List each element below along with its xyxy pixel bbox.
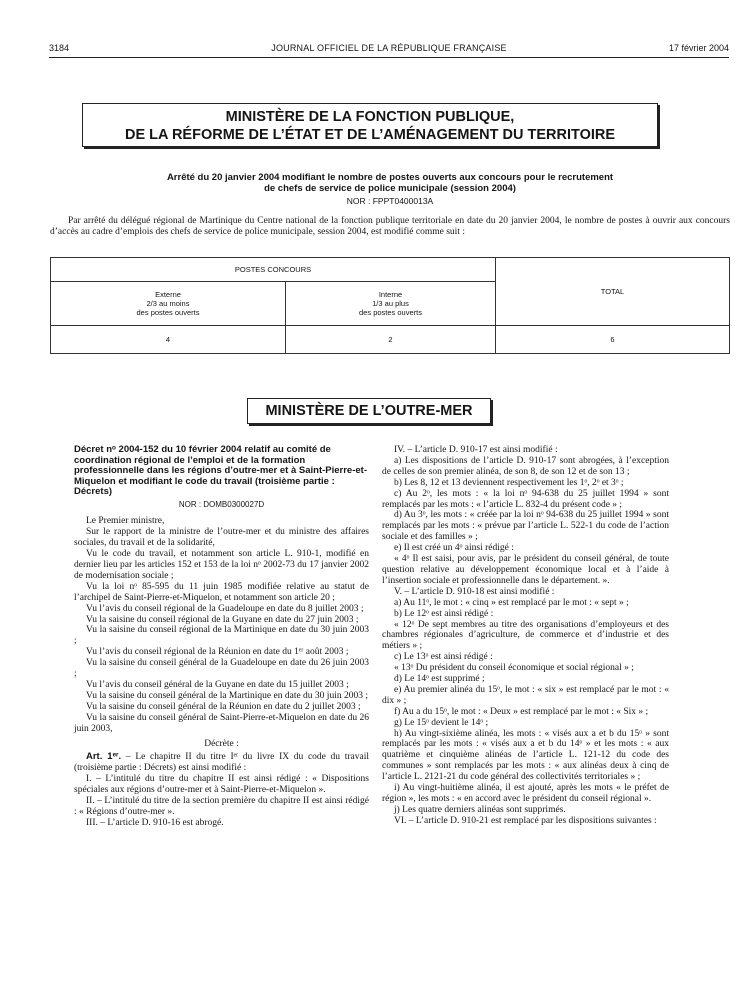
running-header	[49, 43, 729, 57]
decret-nor: NOR : DOMB0300027D	[178, 499, 265, 509]
paragraph: i) Au vingt-huitième alinéa, il est ajouté, après les mots « le préfet de région », les mots : « en accord avec le président du conseil régional ».	[382, 783, 669, 804]
arrete-body: Par arrêté du délégué régional de Martinique du Centre national de la fonction publique territoriale en date du 20 janvier 2004, le nombre de postes à ouvrir aux concours d’accès au cadre d’emplois des chefs de service de police municipale, session 2004, est modifié comme suit :	[50, 216, 730, 237]
externe-note: des postes ouverts	[136, 308, 200, 317]
paragraph: IV. – L’article D. 910-17 est ainsi modifié :	[394, 445, 558, 455]
paragraph: Vu la saisine du conseil régional de la Guyane en date du 27 juin 2003 ;	[86, 614, 359, 625]
arrete-nor: NOR : FPPT0400013A	[346, 196, 434, 206]
ministry-heading-line2: DE LA RÉFORME DE L’ÉTAT ET DE L’AMÉNAGEMENT DU TERRITOIRE	[124, 127, 616, 143]
paragraph: a) Les dispositions de l’article D. 910-17 sont abrogées, à l’exception de celles de son premier alinéa, de son 8, de son 12 et de son 13 ;	[382, 455, 669, 477]
paragraph: Vu la saisine du conseil général de la Guadeloupe en date du 26 juin 2003 ;	[74, 658, 369, 680]
paragraph: VI. – L’article D. 910-21 est remplacé par les dispositions suivantes :	[394, 815, 657, 826]
paragraph: Vu la saisine du conseil général de la Martinique en date du 30 juin 2003 ;	[86, 690, 368, 701]
paragraph: Sur le rapport de la ministre de l’outre-mer et du ministre des affaires sociales, du travail et de la solidarité,	[74, 527, 369, 549]
paragraph: Le Premier ministre,	[86, 516, 165, 527]
paragraph: b) Le 12ᵒ est ainsi rédigé :	[394, 608, 494, 619]
journal-title: JOURNAL OFFICIEL DE LA RÉPUBLIQUE FRANÇAISE	[271, 43, 507, 53]
paragraph: I. – L’intitulé du titre du chapitre II est ainsi rédigé : « Dispositions spéciales aux régions d’outre-mer et à Saint-Pierre-et-Miquelon ».	[74, 774, 369, 796]
paragraph: Vu l’avis du conseil régional de la Guadeloupe en date du 8 juillet 2003 ;	[86, 603, 364, 614]
paragraph: II. – L’intitulé du titre de la section première du chapitre II est ainsi rédigé : « Régions d’outre-mer ».	[74, 796, 369, 817]
arrete-title	[50, 172, 730, 194]
paragraph: c) Le 13ᵒ est ainsi rédigé :	[394, 652, 493, 663]
ministry-heading-box	[82, 103, 658, 147]
decrete-heading: Décrète :	[204, 738, 239, 749]
article-1-text: – Le chapitre II du titre Iᵉʳ du livre IX du code du travail (troisième partie : Décrets) est ainsi modifié :	[74, 752, 370, 774]
paragraph: e) Il est créé un 4ᵒ ainsi rédigé :	[394, 543, 514, 554]
paragraph: a) Au 11ᵒ, le mot : « cinq » est remplacé par le mot : « sept » ;	[394, 597, 629, 608]
paragraph: III. – L’article D. 910-16 est abrogé.	[86, 817, 224, 828]
paragraph: Vu la saisine du conseil général de la Réunion en date du 2 juillet 2003 ;	[86, 701, 361, 712]
interne-quota: 1/3 au plus	[372, 299, 409, 308]
paragraph: e) Au premier alinéa du 15ᵒ, le mot : « six » est remplacé par le mot : « dix » ;	[382, 684, 669, 706]
table-value-externe: 4	[51, 326, 286, 354]
ministry-heading-line1: MINISTÈRE DE LA FONCTION PUBLIQUE,	[225, 109, 515, 125]
paragraph: « 13ᵒ Du président du conseil économique et social régional » ;	[394, 663, 634, 674]
paragraph: « 12ᵒ De sept membres au titre des organisations d’employeurs et des chambres régionales d’agriculture, de commerce et d’industrie et des métiers » ;	[382, 619, 669, 652]
paragraph: d) Au 3ᵒ, les mots : « créée par la loi nᵒ 94-638 du 25 juillet 1994 » sont remplacés par les mots : « prévue par l’article L. 522-1 du code de l’action sociale et des familles » ;	[382, 510, 669, 543]
ministry-outremer-title: MINISTÈRE DE L’OUTRE-MER	[265, 403, 473, 419]
header-rule	[49, 57, 729, 58]
externe-quota: 2/3 au moins	[146, 299, 190, 308]
table-header-interne	[286, 282, 496, 326]
table-header-total: TOTAL	[496, 258, 730, 326]
paragraph: d) Le 14ᵒ est supprimé ;	[394, 674, 485, 685]
decret-right-column	[382, 445, 669, 827]
paragraph: Vu l’avis du conseil régional de la Réunion en date du 1ᵉʳ août 2003 ;	[86, 647, 349, 658]
decret-title: Décret nᵒ 2004-152 du 10 février 2004 relatif au comité de coordination régional de l’emploi et de la formation professionnelle dans les régions d’outre-mer et à Saint-Pierre-et-Miquelon et modifiant le code du travail (troisième partie : Décrets)	[74, 444, 367, 497]
paragraph: f) Au a du 15ᵒ, le mot : « Deux » est remplacé par le mot : « Six » ;	[394, 706, 649, 717]
table-value-total: 6	[496, 326, 730, 354]
arrete-title-line2: de chefs de service de police municipale (session 2004)	[264, 183, 516, 194]
paragraph: h) Au vingt-sixième alinéa, les mots : « visés aux a et b du 15ᵒ » sont remplacés par les mots : « visés aux a et b du 14ᵒ » et les mots : « aux quatrième et cinquième alinéas de l’article L. 121-12 du code des communes » sont remplacés par les mots : « aux alinéas deux à cinq de l’article L. 2121-21 du code général des collectivités territoriales » ;	[382, 728, 669, 783]
paragraph: Vu le code du travail, et notamment son article L. 910-1, modifié en dernier lieu par les articles 152 et 153 de la loi nᵒ 2002-73 du 17 janvier 2002 de modernisation sociale ;	[74, 549, 369, 581]
paragraph: Vu la saisine du conseil général de Saint-Pierre-et-Miquelon en date du 26 juin 2003,	[74, 712, 369, 734]
table-header-postes: POSTES CONCOURS	[51, 258, 496, 282]
paragraph: Vu l’avis du conseil général de la Guyane en date du 15 juillet 2003 ;	[86, 680, 349, 690]
decret-left-column	[74, 445, 369, 829]
paragraph: Vu la loi nᵒ 85-595 du 11 juin 1985 modifiée relative au statut de l’archipel de Saint-Pierre-et-Miquelon, et notamment son article 20 ;	[74, 581, 369, 603]
paragraph: Vu la saisine du conseil régional de la Martinique en date du 30 juin 2003 ;	[74, 625, 369, 647]
externe-label: Externe	[155, 290, 181, 299]
postes-table	[50, 257, 730, 354]
interne-note: des postes ouverts	[359, 308, 422, 317]
page-number: 3184	[49, 43, 70, 53]
paragraph: V. – L’article D. 910-18 est ainsi modifié :	[394, 586, 555, 597]
paragraph: j) Les quatre derniers alinéas sont supprimés.	[394, 804, 566, 815]
paragraph: g) Le 15ᵒ devient le 14ᵒ ;	[394, 717, 489, 728]
paragraph: « 4ᵒ Il est saisi, pour avis, par le président du conseil général, de toute question relative au développement économique local et à l’aide à l’insertion sociale et professionnelle dans le département. ».	[382, 554, 669, 586]
issue-date: 17 février 2004	[668, 43, 729, 53]
paragraph: b) Les 8, 12 et 13 deviennent respectivement les 1ᵒ, 2ᵒ et 3ᵒ ;	[394, 477, 624, 488]
interne-label: Interne	[378, 290, 403, 299]
ministry-outremer-box	[247, 398, 491, 424]
article-1-label: Art. 1ᵉʳ.	[86, 751, 122, 763]
article-1	[74, 752, 369, 774]
paragraph: c) Au 2ᵒ, les mots : « la loi nᵒ 94-638 du 25 juillet 1994 » sont remplacés par les mots : « l’article L. 832-4 du présent code » ;	[382, 488, 669, 510]
arrete-title-line1: Arrêté du 20 janvier 2004 modifiant le nombre de postes ouverts aux concours pour le recrutement	[166, 172, 614, 183]
table-value-interne: 2	[286, 326, 496, 354]
table-header-externe	[51, 282, 286, 326]
